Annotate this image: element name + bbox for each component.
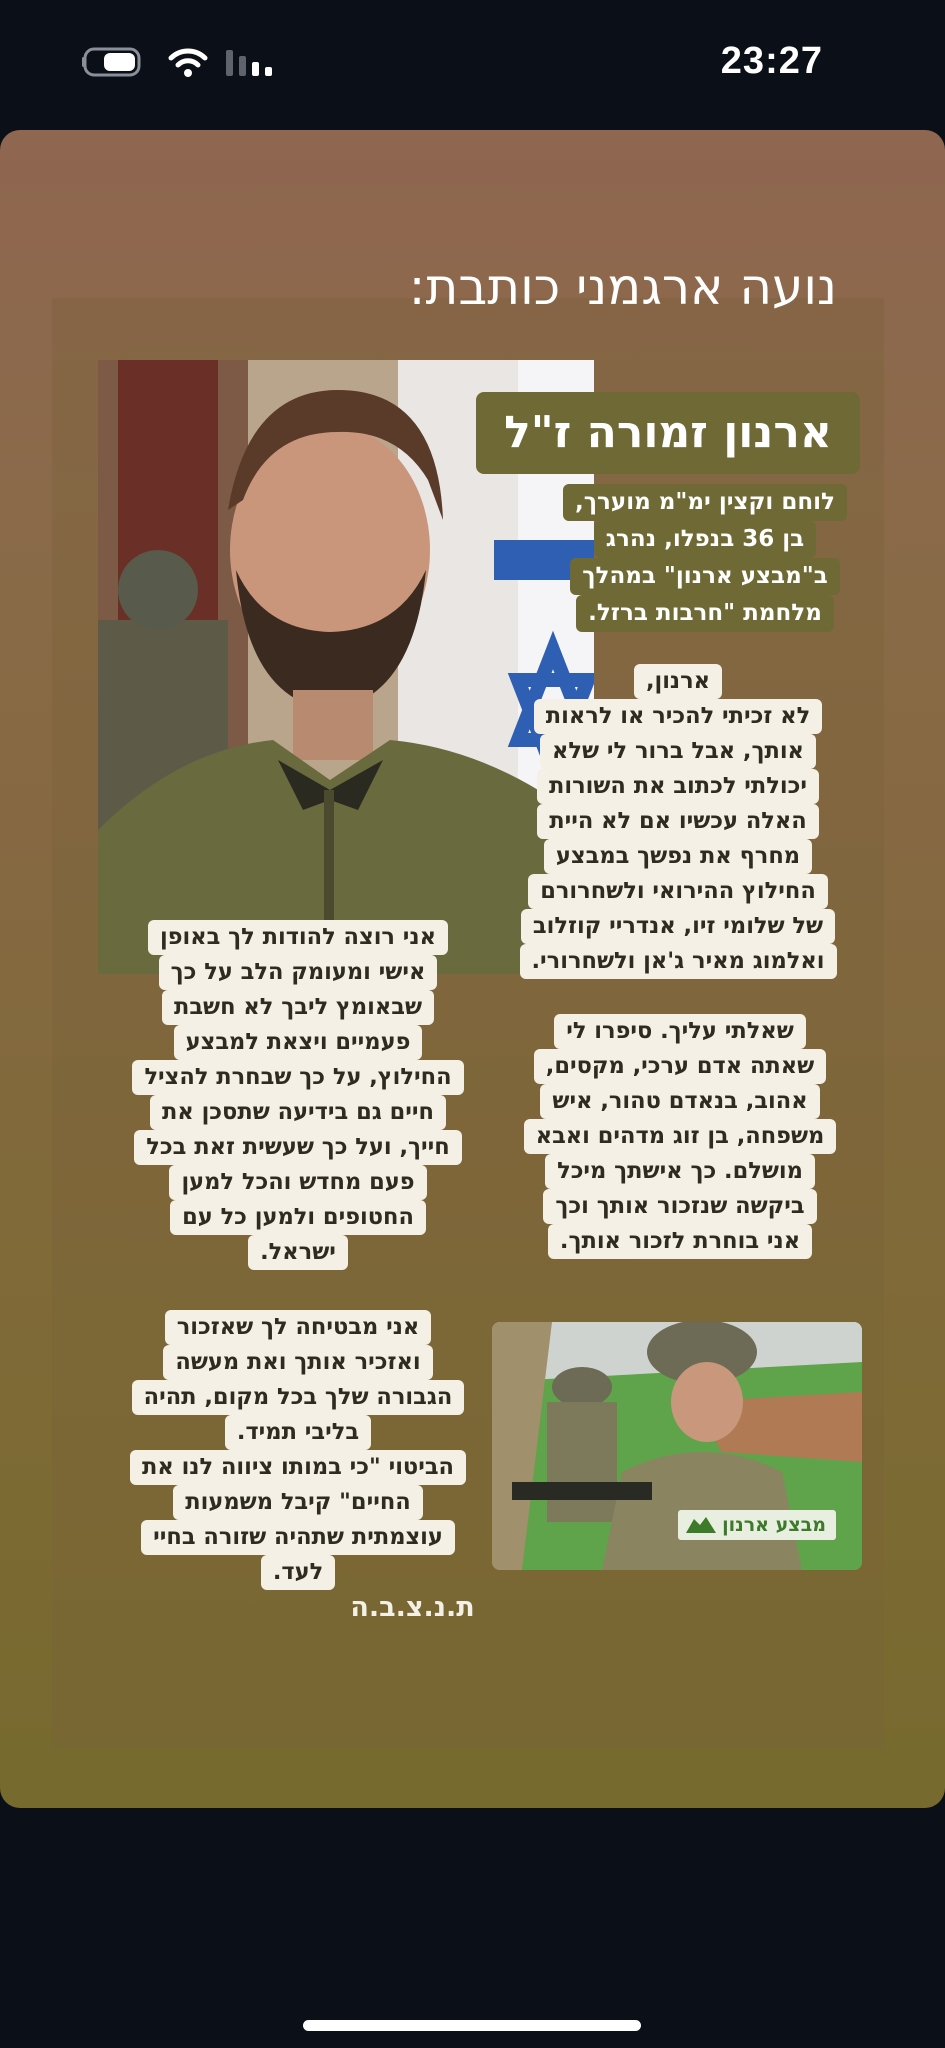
intro-text <box>548 484 862 632</box>
intro-line: מלחמת "חרבות ברזל. <box>576 595 834 632</box>
message-line: יכולתי לכתוב את השורות <box>537 769 819 804</box>
message-line: מושלם. כך אישתך מיכל <box>545 1154 815 1189</box>
message-line: האלה עכשיו אם לא היית <box>537 804 819 839</box>
message-line: שבאומץ ליבך לא חשבת <box>162 990 434 1025</box>
header-title: נועה ארגמני כותבת: <box>408 258 837 316</box>
message-line: אני רוצה להודות לך באופן <box>148 920 448 955</box>
message-line: חייך, ועל כך שעשית זאת בכל <box>134 1130 461 1165</box>
message-line: החילוץ, על כך שבחרת להציל <box>132 1060 463 1095</box>
message-line: ישראל. <box>248 1235 348 1270</box>
message-line: עוצמתית שתהיה שזורה בחיי <box>141 1520 455 1555</box>
operation-label-text: מבצע ארנון <box>722 1514 826 1536</box>
operation-logo-icon <box>684 1513 718 1537</box>
message-line: פעם מחדש והכל למען <box>169 1165 426 1200</box>
message-line: אותך, אבל ברור לי שלא <box>540 734 816 769</box>
name-banner: ארנון זמורה ז"ל <box>476 392 860 474</box>
message-line: אני בוחרת לזכור אותך. <box>548 1224 812 1259</box>
message-line: הגבורה שלך בכל מקום, תהיה <box>132 1380 465 1415</box>
message-line: החיים" קיבל משמעות <box>173 1485 422 1520</box>
wifi-icon <box>168 46 208 80</box>
message-line: החטופים ולמען כל עם <box>170 1200 426 1235</box>
message-line: מחרף את נפשך במבצע <box>544 839 812 874</box>
message-line: אהוב, בנאדם טהור, איש <box>540 1084 819 1119</box>
battery-icon <box>82 46 146 78</box>
intro-line: בן 36 בנפלו, נהרג <box>594 521 816 558</box>
message-line: לעד. <box>261 1555 335 1590</box>
message-line: החילוץ ההירואי ולשחרורם <box>528 874 828 909</box>
message-line: ואלמוג מאיר ג'אן ולשחרורי. <box>520 944 837 979</box>
message-line: אני מבטיחה לך שאזכור <box>165 1310 432 1345</box>
message-line: שאלתי עליך. סיפרו לי <box>554 1014 806 1049</box>
message-line: ביקשה שנזכור אותך וכך <box>543 1189 816 1224</box>
message-line: הביטוי "כי במותו ציווה לנו את <box>130 1450 466 1485</box>
intro-line: לוחם וקצין ימ"מ מוערך, <box>563 484 847 521</box>
message-line: לא זכיתי להכיר או לראות <box>534 699 822 734</box>
message-line: משפחה, בן זוג מדהים ואבא <box>524 1119 837 1154</box>
message-line: חיים גם בידיעה שתסכן את <box>150 1095 446 1130</box>
message-line: אישי ומעומק הלב על כך <box>159 955 438 990</box>
signal-icon <box>224 48 276 78</box>
asked-message <box>508 1014 852 1259</box>
message-line: פעמיים ויצאת למבצע <box>174 1025 423 1060</box>
message-line: בליבי תמיד. <box>225 1415 371 1450</box>
message-line: ואזכיר אותך ואת מעשה <box>163 1345 432 1380</box>
signature: ת.נ.צ.ב.ה <box>350 1592 475 1623</box>
home-indicator[interactable] <box>303 2020 641 2031</box>
thanks-message <box>112 920 484 1270</box>
intro-line: ב"מבצע ארנון" במהלך <box>570 558 840 595</box>
message-line: שאתה אדם ערכי, מקסים, <box>534 1049 826 1084</box>
arnon-message <box>506 664 850 979</box>
status-bar <box>0 0 945 130</box>
story-card[interactable] <box>0 130 945 1808</box>
operation-photo <box>492 1322 862 1570</box>
promise-message <box>112 1310 484 1590</box>
message-line: ארנון, <box>634 664 722 699</box>
operation-label <box>678 1510 836 1540</box>
status-time: 23:27 <box>720 40 823 82</box>
message-line: של שלומי זיו, אנדריי קוזלוב <box>521 909 835 944</box>
